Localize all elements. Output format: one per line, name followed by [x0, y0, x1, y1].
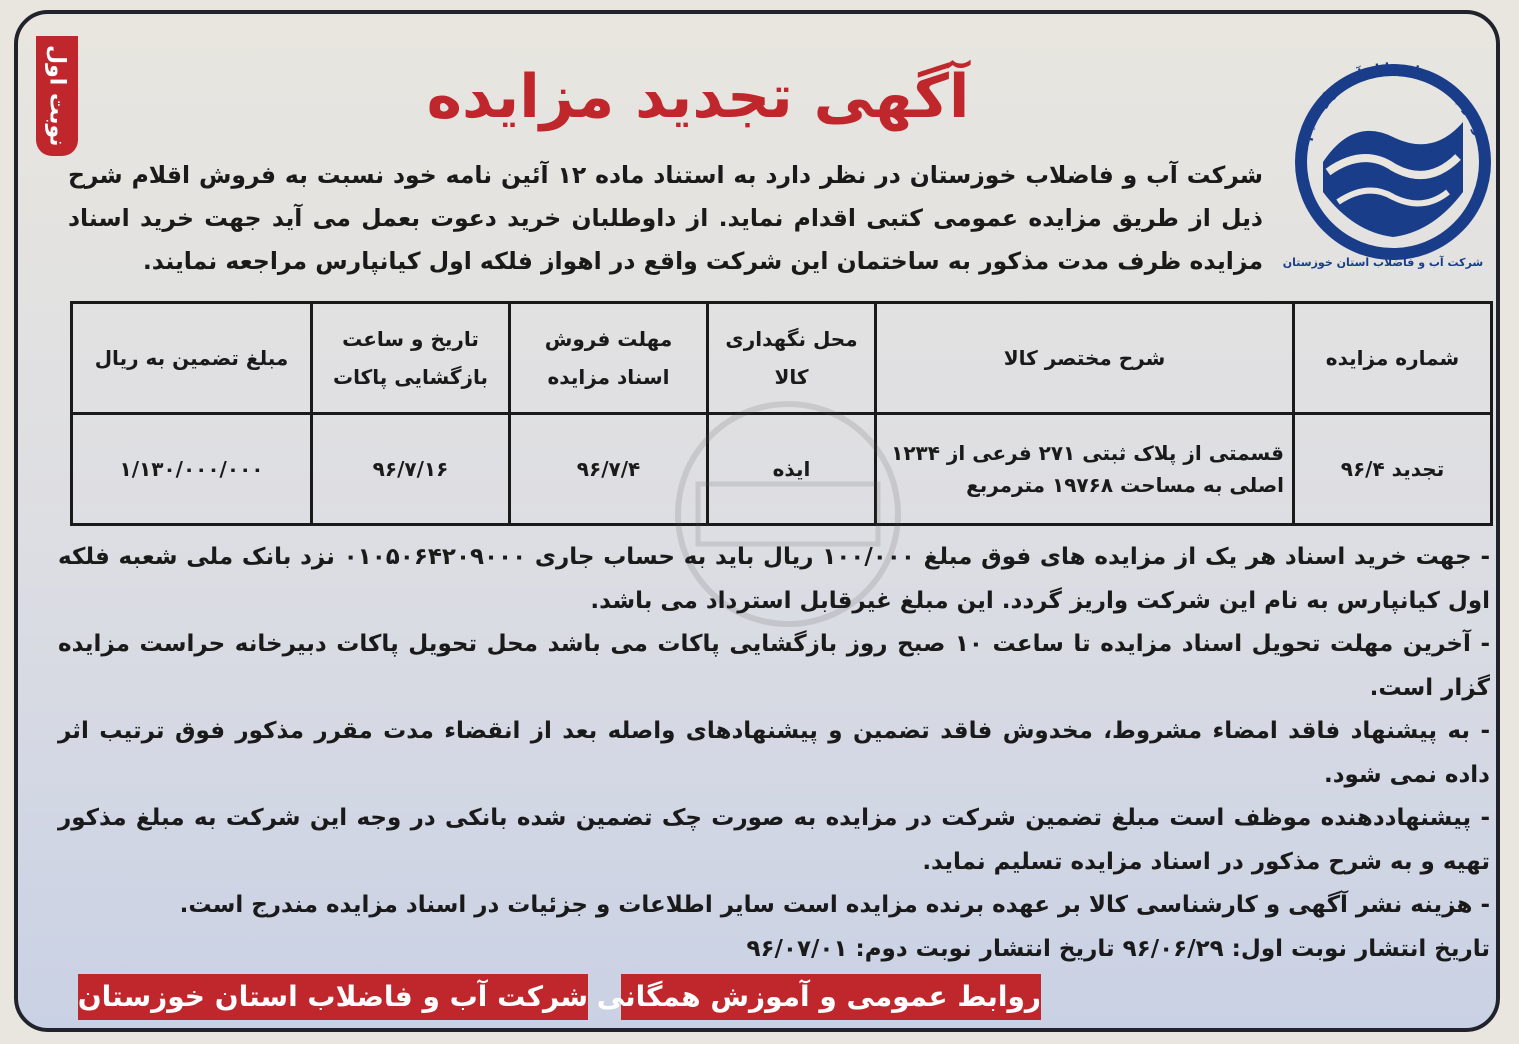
cell-sale-deadline: ۹۶/۷/۴ — [510, 414, 708, 525]
publish-dates: تاریخ انتشار نوبت اول: ۹۶/۰۶/۲۹ تاریخ انتشار نوبت دوم: ۹۶/۰۷/۰۱ — [746, 935, 1490, 962]
intro-paragraph: شرکت آب و فاضلاب خوزستان در نظر دارد به استناد ماده ۱۲ آئین نامه خود نسبت به فروش اقلام شرح ذیل از طریق مزایده عمومی کتبی اقدام نماید. از داوطلبان خرید دعوت بعمل می آید جهت خرید اسناد مزایده ظرف مدت مذکور به ساختمان این شرکت واقع در اهواز فلکه اول کیانپارس مراجعه نمایند. — [68, 161, 1263, 275]
condition-item: - هزینه نشر آگهی و کارشناسی کالا بر عهده برنده مزایده است سایر اطلاعات و جزئیات در اسناد مزایده مندرج است. — [179, 892, 1490, 918]
condition-item: - پیشنهاددهنده موظف است مبلغ تضمین شرکت در مزایده به صورت چک تضمین شده بانکی در وجه این شرکت به مبلغ مذکور تهیه و به شرح مذکور در اسناد مزایده تسلیم نماید. — [58, 805, 1490, 875]
condition-item: - آخرین مهلت تحویل اسناد مزایده تا ساعت ۱۰ صبح روز بازگشایی پاکات می باشد محل تحویل پاکات دبیرخانه حراست مزایده گزار است. — [58, 631, 1490, 701]
edition-badge: نوبت اول — [36, 36, 78, 156]
header-opening-date: تاریخ و ساعت بازگشایی پاکات — [312, 303, 510, 414]
condition-item: - جهت خرید اسناد هر یک از مزایده های فوق مبلغ ۱۰۰/۰۰۰ ریال باید به حساب جاری ۰۱۰۵۰۶۴۲۰۹۰۰۰ نزد بانک ملی شعبه فلکه اول کیانپارس به نام این شرکت واریز گردد. این مبلغ غیرقابل استرداد می باشد. — [58, 544, 1490, 614]
table-header-row — [72, 303, 1492, 414]
header-description: شرح مختصر کالا — [876, 303, 1294, 414]
header-auction-number: شماره مزایده — [1294, 303, 1492, 414]
conditions-list — [58, 536, 1490, 971]
cell-auction-number: تجدید ۹۶/۴ — [1294, 414, 1492, 525]
cell-opening-date: ۹۶/۷/۱۶ — [312, 414, 510, 525]
logo-arc-text: از هر چه زنده ای را از آب قرار دادیم — [1298, 60, 1488, 142]
condition-item: - به پیشنهاد فاقد امضاء مشروط، مخدوش فاقد تضمین و پیشنهادهای واصله بعد از انقضاء مدت مقرر مذکور فوق ترتیب اثر داده نمی شود. — [58, 718, 1490, 788]
company-logo — [1283, 42, 1500, 277]
logo-caption: شرکت آب و فاضلاب استان خوزستان — [1282, 256, 1484, 269]
cell-guarantee-amount: ۱/۱۳۰/۰۰۰/۰۰۰ — [72, 414, 312, 525]
header-sale-deadline: مهلت فروش اسناد مزایده — [510, 303, 708, 414]
footer-company-name: شرکت آب و فاضلاب استان خوزستان — [78, 974, 588, 1020]
notice-title: آگهی تجدید مزایده — [426, 62, 970, 132]
notice-frame — [14, 10, 1500, 1032]
footer-department: روابط عمومی و آموزش همگانی — [621, 974, 1041, 1020]
cell-storage-location: ایذه — [708, 414, 876, 525]
auction-table — [70, 301, 1493, 526]
header-guarantee-amount: مبلغ تضمین به ریال — [72, 303, 312, 414]
header-storage-location: محل نگهداری کالا — [708, 303, 876, 414]
cell-description: قسمتی از پلاک ثبتی ۲۷۱ فرعی از ۱۲۳۴ اصلی به مساحت ۱۹۷۶۸ مترمربع — [876, 414, 1294, 525]
table-row — [72, 414, 1492, 525]
